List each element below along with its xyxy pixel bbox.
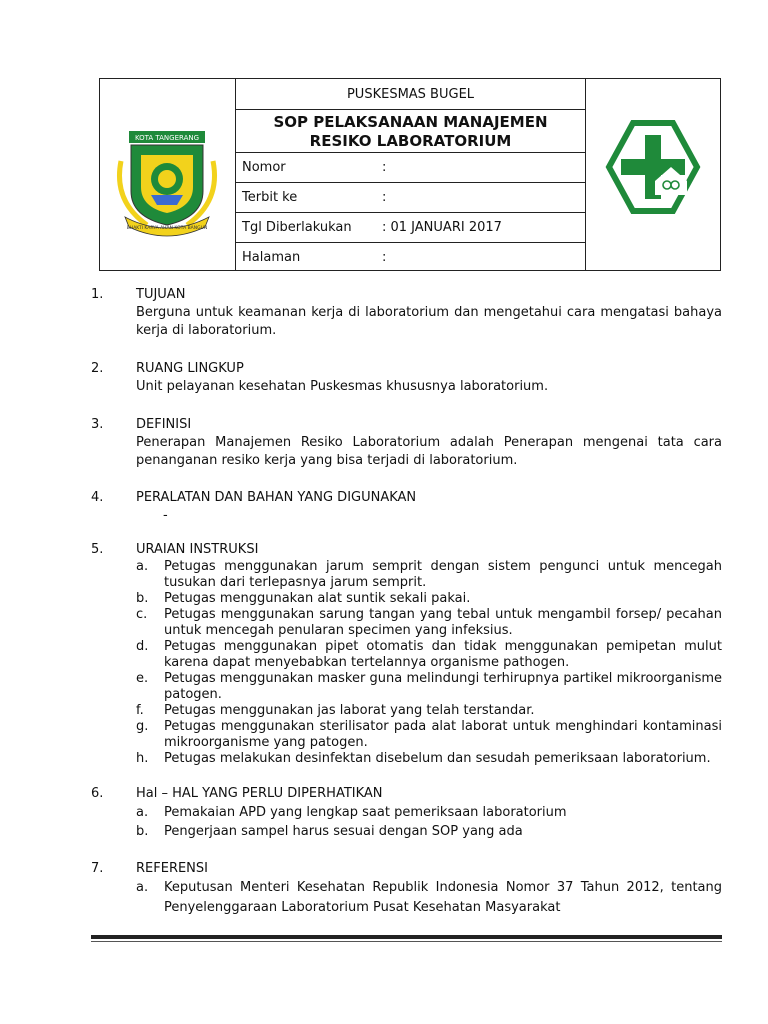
field-value: : xyxy=(382,250,387,265)
list-letter: d. xyxy=(136,639,149,654)
section-heading: REFERENSI xyxy=(136,861,208,876)
list-item xyxy=(136,671,722,703)
instruction-list xyxy=(136,559,722,767)
list-text: Petugas menggunakan jarum semprit dengan sistem pengunci untuk mencegah tusukan dari terlepasnya jarum semprit. xyxy=(164,559,722,590)
section-paragraph: Penerapan Manajemen Resiko Laboratorium adalah Penerapan mengenai tata cara penanganan resiko kerja yang bisa terjadi di laboratorium. xyxy=(136,435,722,468)
section-heading: Hal – HAL YANG PERLU DIPERHATIKAN xyxy=(136,786,383,801)
section-number: 4. xyxy=(91,490,104,505)
list-letter: b. xyxy=(136,591,149,606)
section-heading: RUANG LINGKUP xyxy=(136,361,244,376)
section-paragraph: Berguna untuk keamanan kerja di laboratorium dan mengetahui cara mengatasi bahaya kerja di laboratorium. xyxy=(136,305,722,338)
left-logo-cell xyxy=(100,79,236,270)
list-text: Petugas melakukan desinfektan disebelum dan sesudah pemeriksaan laboratorium. xyxy=(164,751,711,766)
emblem-top-text: KOTA TANGERANG xyxy=(134,134,200,142)
list-text: Petugas menggunakan sarung tangan yang tebal untuk mengambil forsep/ pecahan untuk mencegah penularan specimen yang infeksius. xyxy=(164,607,722,638)
field-label: Terbit ke xyxy=(242,190,298,205)
list-letter: c. xyxy=(136,607,148,622)
list-letter: e. xyxy=(136,671,149,686)
list-text: Pengerjaan sampel harus sesuai dengan SOP yang ada xyxy=(164,824,523,839)
list-letter: f. xyxy=(136,703,144,718)
list-text: Petugas menggunakan pipet otomatis dan tidak menggunakan pemipetan mulut karena dapat menyebabkan tertelannya organisme pathogen. xyxy=(164,639,722,670)
reference-list xyxy=(136,878,722,918)
section-heading: DEFINISI xyxy=(136,417,192,432)
list-letter: g. xyxy=(136,719,149,734)
attention-list xyxy=(136,803,722,841)
list-letter: a. xyxy=(136,880,149,895)
section-number: 3. xyxy=(91,417,104,432)
list-item xyxy=(136,607,722,639)
field-halaman xyxy=(236,243,585,273)
section-heading: PERALATAN DAN BAHAN YANG DIGUNAKAN xyxy=(136,490,417,505)
right-logo-cell xyxy=(585,79,720,270)
list-text: Petugas menggunakan masker guna melindungi terhirupnya partikel mikroorganisme patogen. xyxy=(164,671,722,702)
list-item xyxy=(136,719,722,751)
kota-tangerang-emblem-icon xyxy=(107,121,227,241)
section-heading: TUJUAN xyxy=(136,287,186,302)
field-tgl-diberlakukan xyxy=(236,213,585,243)
field-value: : 01 JANUARI 2017 xyxy=(382,220,502,235)
list-item xyxy=(136,703,722,719)
title-line-1: SOP PELAKSANAAN MANAJEMEN xyxy=(273,113,548,131)
section-paragraph: - xyxy=(163,508,168,523)
list-item xyxy=(136,878,722,918)
list-text: Keputusan Menteri Kesehatan Republik Indonesia Nomor 37 Tahun 2012, tentang Penyelenggaraan Laboratorium Pusat Kesehatan Masyarakat xyxy=(164,880,722,915)
list-letter: a. xyxy=(136,805,149,820)
emblem-bottom-text: BHAKTI KARYA AHAN KOTA BANGUN xyxy=(126,226,208,231)
org-name: PUSKESMAS BUGEL xyxy=(236,79,585,110)
field-label: Halaman xyxy=(242,250,301,265)
list-letter: h. xyxy=(136,751,149,766)
puskesmas-logo-icon xyxy=(605,119,701,215)
title-line-2: RESIKO LABORATORIUM xyxy=(309,132,512,150)
section-number: 7. xyxy=(91,861,104,876)
section-paragraph: Unit pelayanan kesehatan Puskesmas khususnya laboratorium. xyxy=(136,379,549,394)
list-text: Pemakaian APD yang lengkap saat pemeriksaan laboratorium xyxy=(164,805,567,820)
section-number: 1. xyxy=(91,287,104,302)
section-number: 6. xyxy=(91,786,104,801)
list-text: Petugas menggunakan jas laborat yang telah terstandar. xyxy=(164,703,535,718)
section-number: 2. xyxy=(91,361,104,376)
field-label: Tgl Diberlakukan xyxy=(242,220,352,235)
field-terbit-ke xyxy=(236,183,585,213)
header-table xyxy=(99,78,721,271)
list-item xyxy=(136,639,722,671)
document-title xyxy=(236,110,585,153)
section-heading: URAIAN INSTRUKSI xyxy=(136,542,259,557)
footer-rule-thin xyxy=(91,941,722,942)
list-item xyxy=(136,803,722,822)
section-number: 5. xyxy=(91,542,104,557)
list-text: Petugas menggunakan alat suntik sekali pakai. xyxy=(164,591,471,606)
list-item xyxy=(136,591,722,607)
footer-rule xyxy=(91,935,722,939)
list-item xyxy=(136,559,722,591)
field-value: : xyxy=(382,160,387,175)
list-letter: a. xyxy=(136,559,149,574)
field-label: Nomor xyxy=(242,160,286,175)
list-letter: b. xyxy=(136,824,149,839)
list-item xyxy=(136,751,722,767)
field-nomor xyxy=(236,153,585,183)
field-value: : xyxy=(382,190,387,205)
list-item xyxy=(136,822,722,841)
list-text: Petugas menggunakan sterilisator pada alat laborat untuk menghindari kontaminasi mikroorganisme yang patogen. xyxy=(164,719,722,750)
